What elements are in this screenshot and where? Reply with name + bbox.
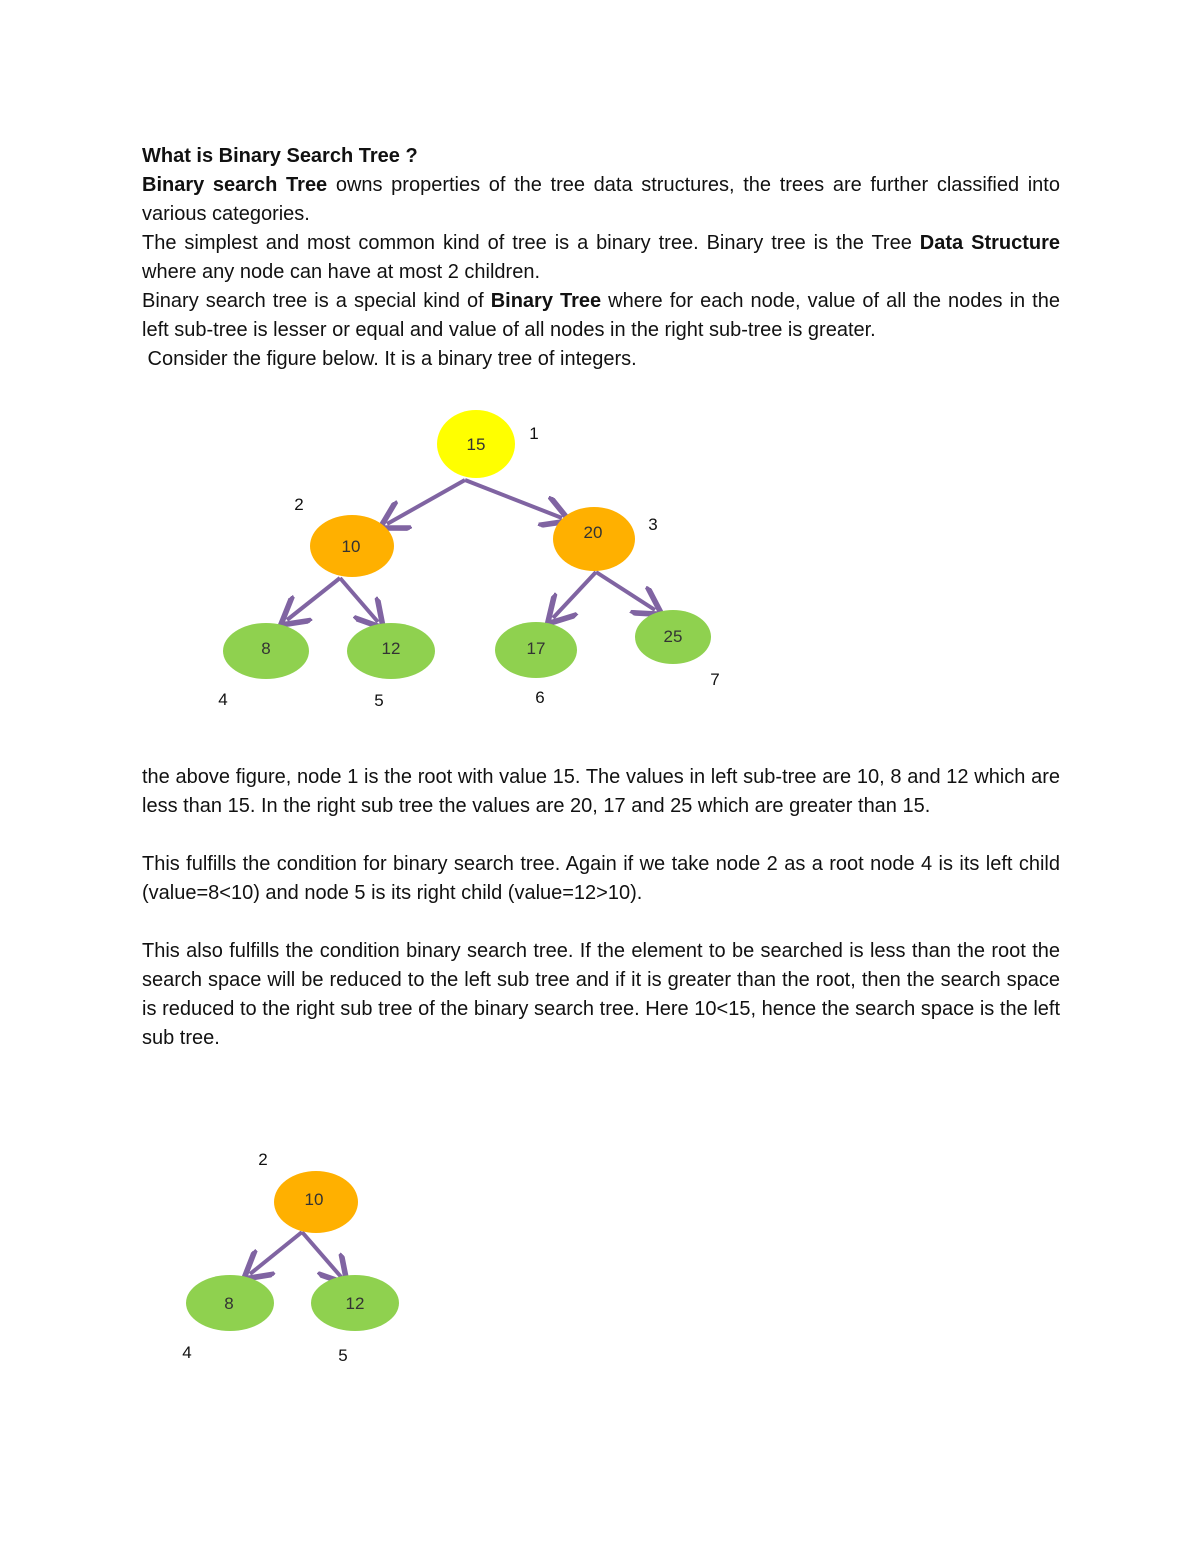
- node-index: 2: [258, 1150, 268, 1169]
- tree-node: [635, 610, 720, 689]
- tree-node: [311, 1275, 399, 1365]
- tree-node: [553, 507, 658, 571]
- node-value: 12: [381, 639, 401, 658]
- node-value: 8: [224, 1294, 234, 1313]
- edge-20-17: [553, 572, 596, 618]
- node-index: 1: [529, 424, 539, 443]
- node-value: 25: [663, 627, 683, 646]
- tree-node: [294, 495, 394, 577]
- spacer: [142, 821, 1060, 850]
- subtree-figure: [0, 1140, 1200, 1400]
- tree-node: [218, 623, 309, 709]
- tree-node: [347, 623, 435, 710]
- node-index: 3: [648, 515, 658, 534]
- node-index: 4: [182, 1343, 192, 1362]
- tree-node: [495, 622, 577, 707]
- node-value: 8: [261, 639, 271, 658]
- paragraph-7: This also fulfills the condition binary search tree. If the element to be searched is less than the root the search space will be reduced to the left sub tree and if it is greater than the root, then the search space is reduced to the right sub tree of the binary search tree. Here 10<15, hence the search space is the left sub tree.: [142, 940, 1060, 1049]
- node-index: 4: [218, 690, 228, 709]
- paragraph-1-text: owns properties of the tree data structures, the trees are further classified into various categories.: [142, 174, 1060, 225]
- explanation-section: [142, 763, 1060, 1053]
- paragraph-3-text: where for each node, value of all the nodes in the left sub-tree is lesser or equal and value of all nodes in the right sub-tree is greater.: [142, 290, 1060, 341]
- node-value: 10: [341, 537, 361, 556]
- edge-15-20: [465, 480, 562, 518]
- paragraph-6: This fulfills the condition for binary search tree. Again if we take node 2 as a root node 4 is its left child (value=8<10) and node 5 is its right child (value=12>10).: [142, 853, 1060, 904]
- node-value: 20: [583, 523, 603, 542]
- tree-node: [437, 410, 539, 478]
- page-title: What is Binary Search Tree ?: [142, 145, 418, 167]
- tree-node: [182, 1275, 274, 1362]
- paragraph-4: Consider the figure below. It is a binary tree of integers.: [142, 348, 637, 370]
- spacer: [142, 908, 1060, 937]
- node-index: 5: [374, 691, 384, 710]
- edge-10-8: [250, 1232, 302, 1274]
- intro-section: [142, 142, 1060, 374]
- node-value: 17: [526, 639, 546, 658]
- paragraph-3: [142, 287, 1060, 345]
- paragraph-2: [142, 229, 1060, 287]
- term-data-structure: Data Structure: [919, 232, 1061, 254]
- edge-10-12: [302, 1232, 342, 1278]
- node-index: 5: [338, 1346, 348, 1365]
- paragraph-2-text: where any node can have at most 2 children.: [142, 261, 541, 283]
- edge-10-12: [340, 578, 378, 622]
- edge-10-8: [287, 578, 340, 620]
- paragraph-1: [142, 171, 1060, 229]
- node-value: 15: [466, 435, 486, 454]
- paragraph-2-lead: The simplest and most common kind of tree is a binary tree. Binary tree is the Tree: [142, 232, 920, 254]
- binary-tree-figure: [0, 400, 1200, 740]
- node-index: 7: [710, 670, 720, 689]
- paragraph-5: the above figure, node 1 is the root with value 15. The values in left sub-tree are 10, 8 and 12 which are less than 15. In the right sub tree the values are 20, 17 and 25 which are greater than 15.: [142, 766, 1060, 817]
- term-binary-tree: Binary Tree: [490, 290, 602, 312]
- term-binary-search-tree: Binary search Tree: [142, 174, 328, 196]
- edge-15-10: [387, 480, 465, 524]
- node-value: 10: [304, 1190, 324, 1209]
- node-index: 2: [294, 495, 304, 514]
- node-value: 12: [345, 1294, 365, 1313]
- node-index: 6: [535, 688, 545, 707]
- tree-node: [258, 1150, 358, 1233]
- paragraph-3-lead: Binary search tree is a special kind of: [142, 290, 491, 312]
- edge-20-25: [596, 572, 655, 610]
